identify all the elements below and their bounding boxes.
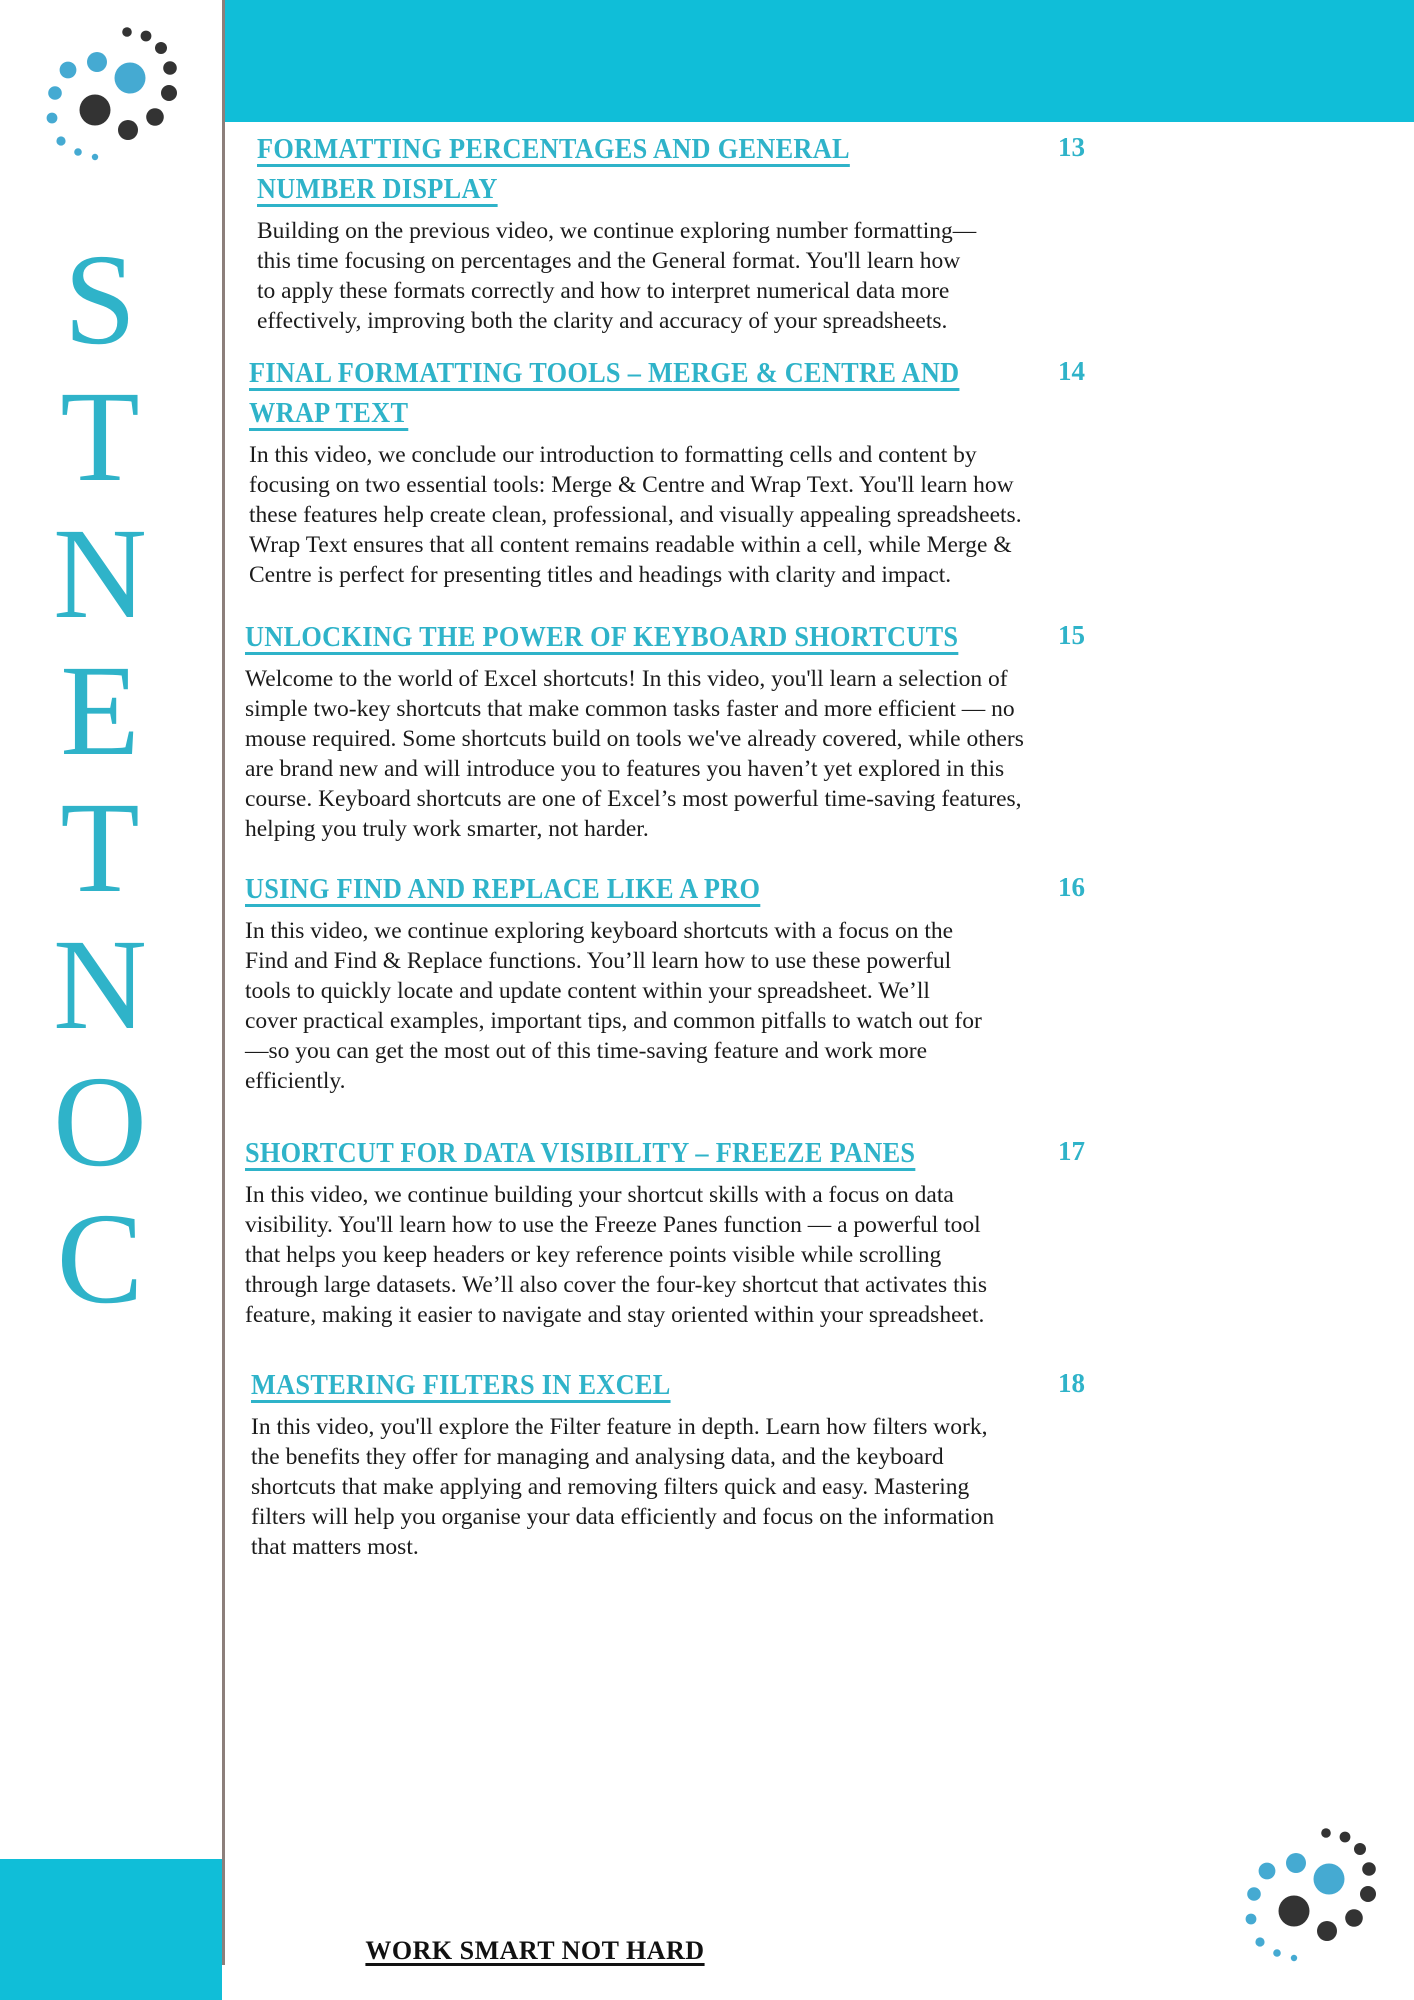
- toc-entry-page-number: 13: [1058, 132, 1085, 162]
- toc-entry-title[interactable]: FINAL FORMATTING TOOLS – MERGE & CENTRE AND WRAP TEXT: [249, 358, 960, 429]
- toc-entry-title[interactable]: USING FIND AND REPLACE LIKE A PRO: [245, 874, 761, 905]
- toc-entry-description: In this video, you'll explore the Filter feature in depth. Learn how filters work, the benefits they offer for managing and analysing data, and the keyboard shortcuts that make applying and removing filters quick and easy. Mastering filters will help you organise your data efficiently and focus on the information that matters most.: [251, 1414, 995, 1560]
- toc-entry-title[interactable]: SHORTCUT FOR DATA VISIBILITY – FREEZE PANES: [245, 1138, 916, 1169]
- toc-entry-description: Welcome to the world of Excel shortcuts! In this video, you'll learn a selection of simple two-key shortcuts that make common tasks faster and more efficient — no mouse required. Some shortcuts build on tools we've already covered, while others are brand new and will introduce you to features you haven’t yet explored in this course. Keyboard shortcuts are one of Excel’s most powerful time-saving features, helping you truly work smarter, not harder.: [245, 666, 1024, 842]
- toc-entry-title[interactable]: FORMATTING PERCENTAGES AND GENERAL NUMBER DISPLAY: [257, 134, 850, 205]
- footer-accent-block: [0, 1859, 222, 2000]
- vertical-divider: [222, 0, 225, 1965]
- toc-section: [245, 1134, 1085, 1330]
- toc-section: [245, 870, 1085, 1096]
- contents-vertical-title: S T N E T N O C: [53, 228, 147, 1331]
- toc-entry-page-number: 15: [1058, 620, 1085, 650]
- toc-entry-page-number: 16: [1058, 872, 1085, 902]
- toc-section: [245, 1366, 1085, 1562]
- toc-entry-page-number: 14: [1058, 356, 1085, 386]
- toc-list: [245, 122, 1085, 1562]
- toc-section: [245, 618, 1085, 844]
- header-accent-bar: [225, 0, 1414, 122]
- toc-section: [245, 354, 1085, 590]
- toc-entry-description: In this video, we conclude our introduction to formatting cells and content by focusing on two essential tools: Merge & Centre and Wrap Text. You'll learn how these features help create clean, professional, and visually appealing spreadsheets. Wrap Text ensures that all content remains readable within a cell, while Merge & Centre is perfect for presenting titles and headings with clarity and impact.: [249, 442, 1022, 588]
- dot-spiral-logo-top: [0, 0, 190, 170]
- toc-section: [245, 130, 1085, 336]
- toc-entry-description: In this video, we continue exploring keyboard shortcuts with a focus on the Find and Find & Replace functions. You’ll learn how to use these powerful tools to quickly locate and update content within your spreadsheet. We’ll cover practical examples, important tips, and common pitfalls to watch out for—so you can get the most out of this time-saving feature and work more efficiently.: [245, 918, 982, 1094]
- toc-entry-description: Building on the previous video, we continue exploring number formatting—this time focusing on percentages and the General format. You'll learn how to apply these formats correctly and how to interpret numerical data more effectively, improving both the clarity and accuracy of your spreadsheets.: [257, 218, 977, 334]
- toc-entry-title[interactable]: UNLOCKING THE POWER OF KEYBOARD SHORTCUTS: [245, 622, 959, 653]
- toc-entry-page-number: 17: [1058, 1136, 1085, 1166]
- footer-motto: WORK SMART NOT HARD: [365, 1936, 705, 1965]
- toc-entry-title[interactable]: MASTERING FILTERS IN EXCEL: [251, 1370, 671, 1401]
- toc-entry-page-number: 18: [1058, 1368, 1085, 1398]
- dot-spiral-logo-bottom: [1199, 1801, 1389, 1971]
- toc-entry-description: In this video, we continue building your shortcut skills with a focus on data visibility. You'll learn how to use the Freeze Panes function — a powerful tool that helps you keep headers or key reference points visible while scrolling through large datasets. We’ll also cover the four-key shortcut that activates this feature, making it easier to navigate and stay oriented within your spreadsheet.: [245, 1182, 988, 1328]
